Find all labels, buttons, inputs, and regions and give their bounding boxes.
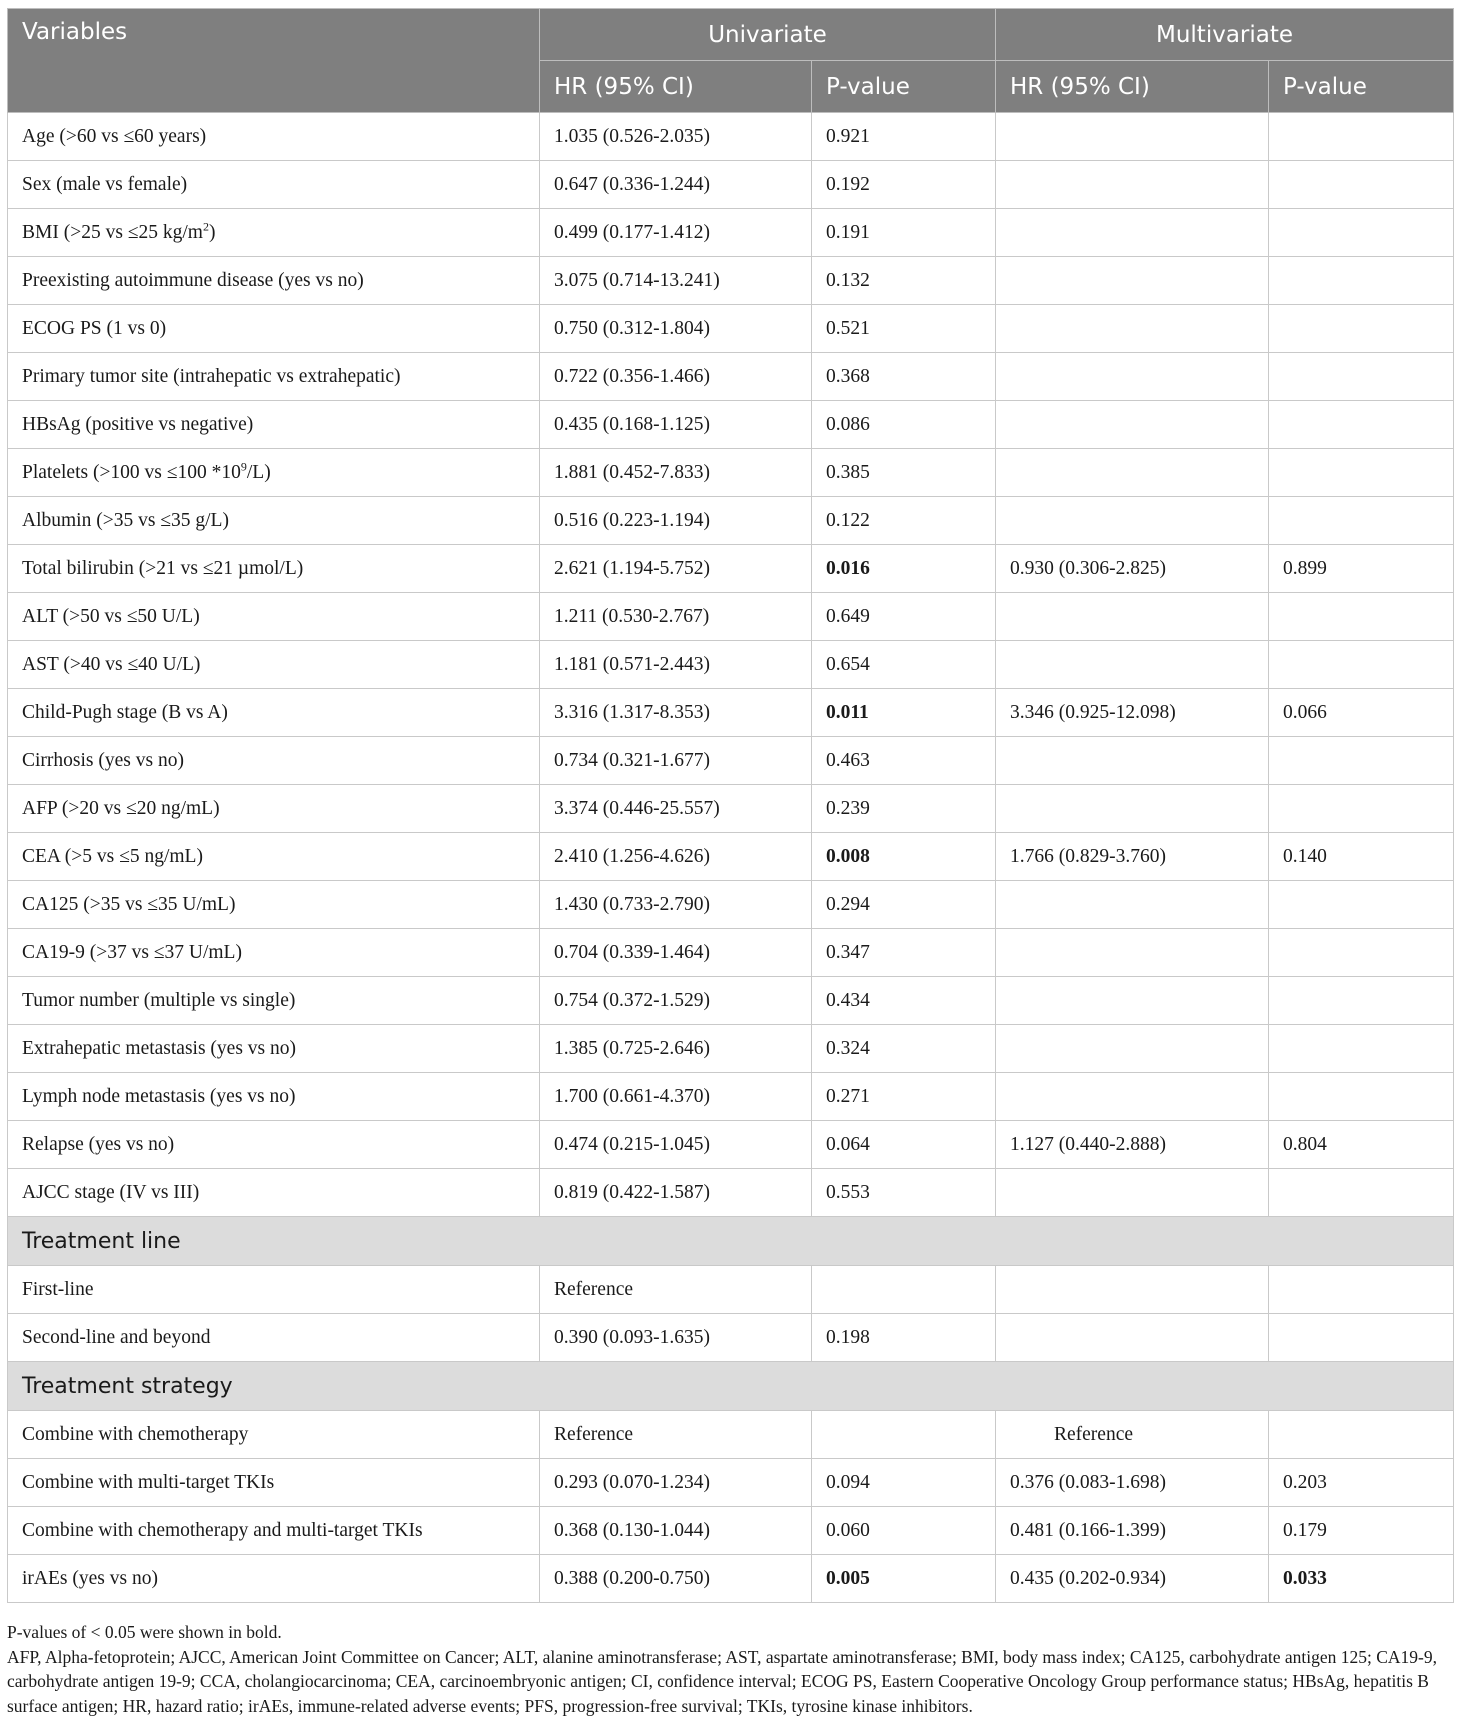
cell-univariate-p — [812, 1411, 996, 1459]
cell-multivariate-hr — [996, 881, 1269, 929]
cell-univariate-p — [812, 1266, 996, 1314]
cell-multivariate-p — [1269, 1073, 1454, 1121]
cell-variable: HBsAg (positive vs negative) — [8, 401, 540, 449]
cell-univariate-hr: Reference — [540, 1266, 812, 1314]
cell-univariate-hr: 0.647 (0.336-1.244) — [540, 161, 812, 209]
cell-multivariate-p — [1269, 497, 1454, 545]
cell-variable: Lymph node metastasis (yes vs no) — [8, 1073, 540, 1121]
table-row — [8, 1121, 1454, 1169]
cell-multivariate-p — [1269, 305, 1454, 353]
cell-multivariate-p — [1269, 977, 1454, 1025]
cell-univariate-p: 0.294 — [812, 881, 996, 929]
cell-univariate-hr: 1.181 (0.571-2.443) — [540, 641, 812, 689]
cell-univariate-p: 0.463 — [812, 737, 996, 785]
table-row — [8, 1314, 1454, 1362]
cell-multivariate-hr — [996, 209, 1269, 257]
cell-univariate-hr: 1.700 (0.661-4.370) — [540, 1073, 812, 1121]
cell-univariate-p: 0.347 — [812, 929, 996, 977]
table-row — [8, 161, 1454, 209]
cell-multivariate-hr — [996, 401, 1269, 449]
cell-univariate-hr: 3.316 (1.317-8.353) — [540, 689, 812, 737]
cell-multivariate-p: 0.203 — [1269, 1459, 1454, 1507]
cell-multivariate-p — [1269, 737, 1454, 785]
cell-variable: ALT (>50 vs ≤50 U/L) — [8, 593, 540, 641]
section-label: Treatment line — [8, 1217, 1454, 1266]
cell-multivariate-p — [1269, 1411, 1454, 1459]
cell-univariate-hr: 0.722 (0.356-1.466) — [540, 353, 812, 401]
cell-univariate-hr: 0.704 (0.339-1.464) — [540, 929, 812, 977]
cell-multivariate-p — [1269, 785, 1454, 833]
cell-univariate-hr: 0.734 (0.321-1.677) — [540, 737, 812, 785]
cell-univariate-hr: 0.819 (0.422-1.587) — [540, 1169, 812, 1217]
cell-variable: Combine with chemotherapy and multi-target TKIs — [8, 1507, 540, 1555]
variable-superscript: 2 — [202, 219, 209, 233]
table-row — [8, 257, 1454, 305]
cell-multivariate-hr — [996, 1025, 1269, 1073]
cell-multivariate-p — [1269, 353, 1454, 401]
cell-multivariate-p — [1269, 449, 1454, 497]
table-row — [8, 1025, 1454, 1073]
table-row — [8, 833, 1454, 881]
cell-univariate-p: 0.921 — [812, 113, 996, 161]
cell-variable: Extrahepatic metastasis (yes vs no) — [8, 1025, 540, 1073]
cell-variable: CA125 (>35 vs ≤35 U/mL) — [8, 881, 540, 929]
cell-variable: Age (>60 vs ≤60 years) — [8, 113, 540, 161]
cell-univariate-p: 0.521 — [812, 305, 996, 353]
cell-variable — [8, 449, 540, 497]
cell-univariate-p: 0.016 — [812, 545, 996, 593]
cell-univariate-p: 0.649 — [812, 593, 996, 641]
cell-univariate-hr: 0.293 (0.070-1.234) — [540, 1459, 812, 1507]
cell-variable: Child-Pugh stage (B vs A) — [8, 689, 540, 737]
cell-univariate-hr: 1.881 (0.452-7.833) — [540, 449, 812, 497]
cell-multivariate-p — [1269, 641, 1454, 689]
cell-univariate-hr: 1.385 (0.725-2.646) — [540, 1025, 812, 1073]
variable-superscript: 9 — [240, 459, 247, 473]
header-multivariate: Multivariate — [996, 9, 1454, 61]
table-row — [8, 1555, 1454, 1603]
cell-multivariate-p — [1269, 929, 1454, 977]
cell-univariate-p: 0.385 — [812, 449, 996, 497]
cell-variable: Total bilirubin (>21 vs ≤21 µmol/L) — [8, 545, 540, 593]
cell-multivariate-p — [1269, 1169, 1454, 1217]
cell-multivariate-hr — [996, 305, 1269, 353]
cell-multivariate-hr — [996, 593, 1269, 641]
table-row — [8, 1266, 1454, 1314]
variable-text: BMI (>25 vs ≤25 kg/m — [22, 221, 203, 243]
header-univariate-hr: HR (95% CI) — [540, 61, 812, 113]
cell-multivariate-hr: 1.127 (0.440-2.888) — [996, 1121, 1269, 1169]
cell-multivariate-hr — [996, 161, 1269, 209]
cell-multivariate-p — [1269, 113, 1454, 161]
cell-multivariate-hr — [996, 113, 1269, 161]
cell-variable: Combine with chemotherapy — [8, 1411, 540, 1459]
cell-multivariate-hr — [996, 1169, 1269, 1217]
cell-multivariate-p — [1269, 209, 1454, 257]
section-row — [8, 1217, 1454, 1266]
cell-multivariate-hr — [996, 929, 1269, 977]
cell-variable: AST (>40 vs ≤40 U/L) — [8, 641, 540, 689]
cell-univariate-p: 0.198 — [812, 1314, 996, 1362]
cell-multivariate-p: 0.179 — [1269, 1507, 1454, 1555]
cell-univariate-hr: Reference — [540, 1411, 812, 1459]
cell-univariate-p: 0.191 — [812, 209, 996, 257]
table-header — [8, 9, 1454, 113]
cell-variable: Second-line and beyond — [8, 1314, 540, 1362]
cell-variable: First-line — [8, 1266, 540, 1314]
table-footnotes — [7, 1620, 1453, 1718]
table-row — [8, 1459, 1454, 1507]
header-univariate: Univariate — [540, 9, 996, 61]
cell-variable: CEA (>5 vs ≤5 ng/mL) — [8, 833, 540, 881]
cell-univariate-hr: 3.075 (0.714-13.241) — [540, 257, 812, 305]
section-row — [8, 1362, 1454, 1411]
table-row — [8, 737, 1454, 785]
table-row — [8, 641, 1454, 689]
cell-univariate-p: 0.132 — [812, 257, 996, 305]
cell-multivariate-hr — [996, 1073, 1269, 1121]
cell-multivariate-hr: 0.376 (0.083-1.698) — [996, 1459, 1269, 1507]
cell-univariate-p: 0.011 — [812, 689, 996, 737]
cell-multivariate-p: 0.899 — [1269, 545, 1454, 593]
table-row — [8, 1411, 1454, 1459]
cell-univariate-hr: 0.390 (0.093-1.635) — [540, 1314, 812, 1362]
table-row — [8, 1169, 1454, 1217]
cell-univariate-p: 0.434 — [812, 977, 996, 1025]
cell-variable: CA19-9 (>37 vs ≤37 U/mL) — [8, 929, 540, 977]
cell-univariate-hr: 0.516 (0.223-1.194) — [540, 497, 812, 545]
cell-multivariate-p — [1269, 257, 1454, 305]
cell-multivariate-hr — [996, 449, 1269, 497]
cell-multivariate-p: 0.804 — [1269, 1121, 1454, 1169]
cell-univariate-hr: 0.754 (0.372-1.529) — [540, 977, 812, 1025]
cell-variable: irAEs (yes vs no) — [8, 1555, 540, 1603]
cell-variable: ECOG PS (1 vs 0) — [8, 305, 540, 353]
table-row — [8, 1073, 1454, 1121]
cell-univariate-p: 0.094 — [812, 1459, 996, 1507]
cell-multivariate-p — [1269, 1266, 1454, 1314]
cell-univariate-hr: 0.474 (0.215-1.045) — [540, 1121, 812, 1169]
cell-variable: Tumor number (multiple vs single) — [8, 977, 540, 1025]
cell-multivariate-hr — [996, 785, 1269, 833]
cell-univariate-p: 0.239 — [812, 785, 996, 833]
cell-multivariate-hr: 3.346 (0.925-12.098) — [996, 689, 1269, 737]
table-row — [8, 305, 1454, 353]
cell-univariate-p: 0.060 — [812, 1507, 996, 1555]
cell-multivariate-p — [1269, 881, 1454, 929]
cell-multivariate-hr — [996, 353, 1269, 401]
table-row — [8, 977, 1454, 1025]
cell-univariate-hr: 1.211 (0.530-2.767) — [540, 593, 812, 641]
cell-univariate-hr: 0.499 (0.177-1.412) — [540, 209, 812, 257]
cell-univariate-hr: 1.035 (0.526-2.035) — [540, 113, 812, 161]
table-row — [8, 881, 1454, 929]
table-row — [8, 929, 1454, 977]
table-body — [8, 113, 1454, 1603]
cell-variable: Sex (male vs female) — [8, 161, 540, 209]
cell-multivariate-hr — [996, 977, 1269, 1025]
cell-multivariate-hr: 1.766 (0.829-3.760) — [996, 833, 1269, 881]
cell-variable: AJCC stage (IV vs III) — [8, 1169, 540, 1217]
cell-variable: Primary tumor site (intrahepatic vs extrahepatic) — [8, 353, 540, 401]
cell-univariate-p: 0.086 — [812, 401, 996, 449]
cell-variable — [8, 209, 540, 257]
footnote-abbreviations: AFP, Alpha-fetoprotein; AJCC, American Joint Committee on Cancer; ALT, alanine aminotransferase; AST, aspartate aminotransferase; BMI, body mass index; CA125, carbohydrate antigen 125; CA19-9, carbohydrate antigen 19-9; CCA, cholangiocarcinoma; CEA, carcinoembryonic antigen; CI, confidence interval; ECOG PS, Eastern Cooperative Oncology Group performance status; HBsAg, hepatitis B surface antigen; HR, hazard ratio; irAEs, immune-related adverse events; PFS, progression-free survival; TKIs, tyrosine kinase inhibitors. — [7, 1646, 1438, 1716]
cell-univariate-p: 0.008 — [812, 833, 996, 881]
cell-univariate-p: 0.122 — [812, 497, 996, 545]
cell-multivariate-p — [1269, 161, 1454, 209]
cell-univariate-p: 0.324 — [812, 1025, 996, 1073]
cox-regression-table-container — [7, 8, 1453, 1603]
cell-univariate-hr: 0.435 (0.168-1.125) — [540, 401, 812, 449]
table-row — [8, 353, 1454, 401]
cell-multivariate-hr — [996, 641, 1269, 689]
variable-text: Platelets (>100 vs ≤100 *10 — [22, 461, 241, 483]
cell-multivariate-hr: 0.930 (0.306-2.825) — [996, 545, 1269, 593]
table-row — [8, 113, 1454, 161]
cell-multivariate-p — [1269, 593, 1454, 641]
footnote-bold: P-values of < 0.05 were shown in bold. — [7, 1622, 282, 1642]
header-multivariate-hr: HR (95% CI) — [996, 61, 1269, 113]
cell-univariate-p: 0.553 — [812, 1169, 996, 1217]
variable-text-suffix: ) — [208, 221, 216, 243]
cell-univariate-p: 0.654 — [812, 641, 996, 689]
cell-multivariate-hr — [996, 1266, 1269, 1314]
cell-multivariate-p — [1269, 1025, 1454, 1073]
cell-multivariate-hr: Reference — [996, 1411, 1269, 1459]
section-label: Treatment strategy — [8, 1362, 1454, 1411]
cell-multivariate-hr — [996, 1314, 1269, 1362]
cell-multivariate-p: 0.033 — [1269, 1555, 1454, 1603]
cell-univariate-hr: 0.388 (0.200-0.750) — [540, 1555, 812, 1603]
cell-univariate-p: 0.192 — [812, 161, 996, 209]
cell-variable: Cirrhosis (yes vs no) — [8, 737, 540, 785]
cell-univariate-hr: 0.750 (0.312-1.804) — [540, 305, 812, 353]
cell-univariate-hr: 1.430 (0.733-2.790) — [540, 881, 812, 929]
cell-variable: Preexisting autoimmune disease (yes vs no) — [8, 257, 540, 305]
cell-multivariate-hr — [996, 737, 1269, 785]
cell-variable: Relapse (yes vs no) — [8, 1121, 540, 1169]
cell-multivariate-p — [1269, 401, 1454, 449]
cell-multivariate-p: 0.140 — [1269, 833, 1454, 881]
cell-univariate-p: 0.368 — [812, 353, 996, 401]
cell-multivariate-hr: 0.435 (0.202-0.934) — [996, 1555, 1269, 1603]
cell-variable: Albumin (>35 vs ≤35 g/L) — [8, 497, 540, 545]
cell-univariate-hr: 2.621 (1.194-5.752) — [540, 545, 812, 593]
table-row — [8, 497, 1454, 545]
table-row — [8, 449, 1454, 497]
table-row — [8, 785, 1454, 833]
cell-univariate-hr: 3.374 (0.446-25.557) — [540, 785, 812, 833]
cell-multivariate-p: 0.066 — [1269, 689, 1454, 737]
header-multivariate-p: P-value — [1269, 61, 1454, 113]
cell-variable: Combine with multi-target TKIs — [8, 1459, 540, 1507]
cell-multivariate-hr: 0.481 (0.166-1.399) — [996, 1507, 1269, 1555]
cell-univariate-hr: 2.410 (1.256-4.626) — [540, 833, 812, 881]
table-row — [8, 1507, 1454, 1555]
table-row — [8, 593, 1454, 641]
variable-text-suffix: /L) — [246, 461, 271, 483]
cell-univariate-p: 0.271 — [812, 1073, 996, 1121]
header-univariate-p: P-value — [812, 61, 996, 113]
cell-multivariate-hr — [996, 497, 1269, 545]
cell-univariate-p: 0.064 — [812, 1121, 996, 1169]
cell-multivariate-p — [1269, 1314, 1454, 1362]
header-variables: Variables — [8, 9, 540, 113]
cell-multivariate-hr — [996, 257, 1269, 305]
table-row — [8, 401, 1454, 449]
cell-univariate-hr: 0.368 (0.130-1.044) — [540, 1507, 812, 1555]
table-row — [8, 545, 1454, 593]
cell-variable: AFP (>20 vs ≤20 ng/mL) — [8, 785, 540, 833]
cox-regression-table — [7, 8, 1454, 1603]
table-row — [8, 209, 1454, 257]
table-row — [8, 689, 1454, 737]
cell-univariate-p: 0.005 — [812, 1555, 996, 1603]
